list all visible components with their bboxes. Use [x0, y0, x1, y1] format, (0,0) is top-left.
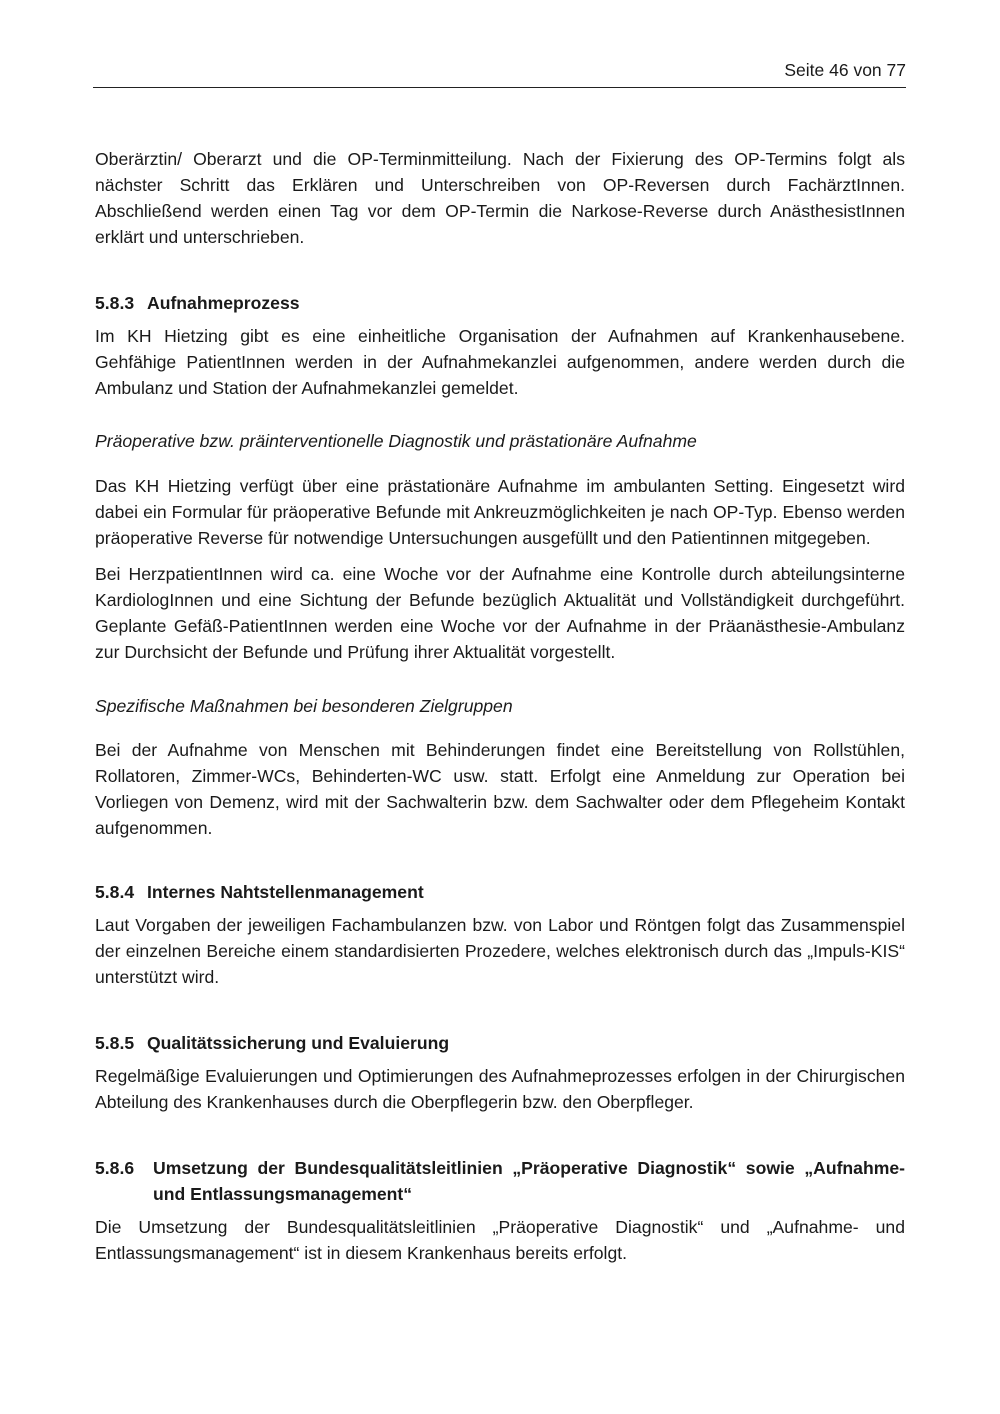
subheading-spezifische-massnahmen: Spezifische Maßnahmen bei besonderen Zielgruppen: [95, 696, 513, 716]
section-paragraph: Das KH Hietzing verfügt über eine prästationäre Aufnahme im ambulanten Setting. Eingesetzt wird dabei ein Formular für präoperative Befunde mit Ankreuzmöglichkeiten je nach OP-Typ. Ebenso werden präoperative Reverse für notwendige Untersuchungen ausgefüllt und den Patientinnen mitgegeben.: [95, 476, 905, 548]
section-heading-5-8-6: [95, 1155, 905, 1207]
section-title: Aufnahmeprozess: [147, 293, 300, 313]
section-paragraph: Die Umsetzung der Bundesqualitätsleitlinien „Präoperative Diagnostik“ und „Aufnahme- und Entlassungsmanagement“ ist in diesem Krankenhaus bereits erfolgt.: [95, 1217, 905, 1263]
section-number: 5.8.3: [95, 293, 135, 313]
section-heading-5-8-3: [95, 290, 905, 316]
section-title: Internes Nahtstellenmanagement: [147, 882, 424, 902]
section-paragraph: Laut Vorgaben der jeweiligen Fachambulanzen bzw. von Labor und Röntgen folgt das Zusammenspiel der einzelnen Bereiche einem standardisierten Prozedere, welches elektronisch durch das „Impuls-KIS“ unterstützt wird.: [95, 915, 905, 987]
section-number: 5.8.6: [95, 1158, 135, 1178]
section-heading-5-8-5: [95, 1030, 905, 1056]
document-body: [95, 146, 905, 1266]
section-title: Umsetzung der Bundesqualitätsleitlinien „Präoperative Diagnostik“ sowie „Aufnahme- und Entlassungsmanagement“: [153, 1158, 905, 1204]
intro-paragraph: Oberärztin/ Oberarzt und die OP-Terminmitteilung. Nach der Fixierung des OP-Termins folgt als nächster Schritt das Erklären und Unterschreiben von OP-Reversen durch FachärztInnen. Abschließend werden einen Tag vor dem OP-Termin die Narkose-Reverse durch AnästhesistInnen erklärt und unterschrieben.: [95, 149, 905, 247]
section-number: 5.8.5: [95, 1033, 135, 1053]
section-paragraph: Regelmäßige Evaluierungen und Optimierungen des Aufnahmeprozesses erfolgen in der Chirurgischen Abteilung des Krankenhauses durch die Oberpflegerin bzw. den Oberpfleger.: [95, 1066, 905, 1112]
section-heading-5-8-4: [95, 879, 905, 905]
page-header: [93, 58, 906, 88]
subheading-praeoperative-diagnostik: Präoperative bzw. präinterventionelle Diagnostik und prästationäre Aufnahme: [95, 431, 697, 451]
page-number: Seite 46 von 77: [784, 60, 906, 80]
section-title: Qualitätssicherung und Evaluierung: [147, 1033, 450, 1053]
section-paragraph: Im KH Hietzing gibt es eine einheitliche Organisation der Aufnahmen auf Krankenhausebene. Gehfähige PatientInnen werden in der Aufnahmekanzlei aufgenommen, andere werden durch die Ambulanz und Station der Aufnahmekanzlei gemeldet.: [95, 326, 905, 398]
section-paragraph: Bei HerzpatientInnen wird ca. eine Woche vor der Aufnahme eine Kontrolle durch abteilungsinterne KardiologInnen und eine Sichtung der Befunde bezüglich Aktualität und Vollständigkeit durchgeführt. Geplante Gefäß-PatientInnen werden eine Woche vor der Aufnahme in der Präanästhesie-Ambulanz zur Durchsicht der Befunde und Prüfung ihrer Aktualität vorgestellt.: [95, 564, 905, 662]
section-paragraph: Bei der Aufnahme von Menschen mit Behinderungen findet eine Bereitstellung von Rollstühlen, Rollatoren, Zimmer-WCs, Behinderten-WC usw. statt. Erfolgt eine Anmeldung zur Operation bei Vorliegen von Demenz, wird mit der Sachwalterin bzw. dem Sachwalter oder dem Pflegeheim Kontakt aufgenommen.: [95, 740, 905, 838]
section-number: 5.8.4: [95, 882, 135, 902]
